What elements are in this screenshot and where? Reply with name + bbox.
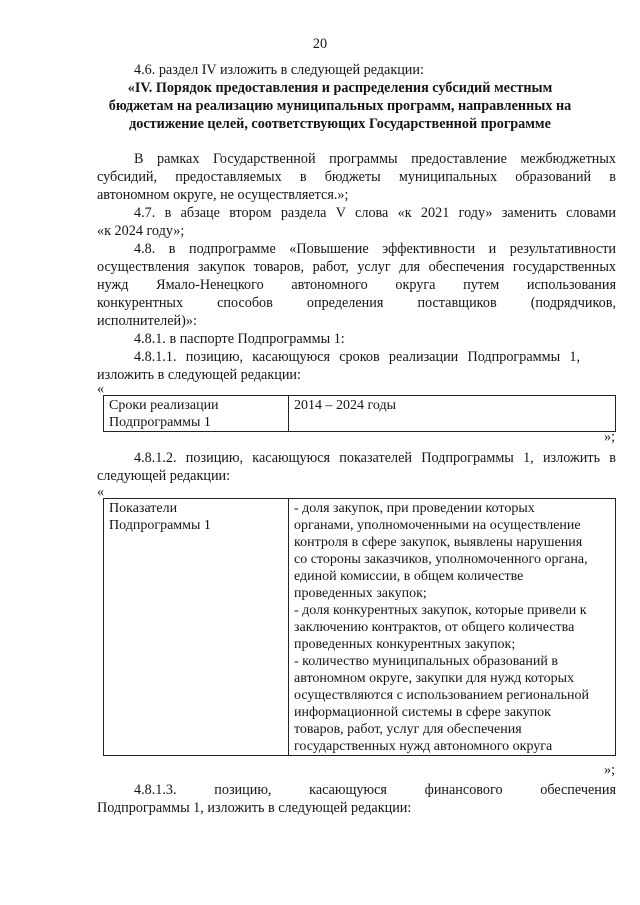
body-text-line: следующей редакции: bbox=[97, 468, 231, 484]
term-label-line-2: Подпрограммы 1 bbox=[109, 415, 211, 430]
paragraph-4-7: 4.7. в абзаце втором раздела V слова «к 2021 году» заменить словами bbox=[134, 205, 616, 221]
section-heading-line-3: достижение целей, соответствующих Государственной программе bbox=[129, 116, 551, 132]
open-quote: « bbox=[97, 484, 105, 500]
body-text-line: автономном округе, не осуществляется.»; bbox=[97, 187, 349, 203]
indicator-line: органами, уполномоченными на осуществление bbox=[294, 518, 581, 533]
indicator-line: государственных нужд автономного округа bbox=[294, 739, 553, 754]
indicators-value-cell bbox=[289, 499, 616, 756]
indicator-line: информационной системы в сфере закупок bbox=[294, 705, 551, 720]
close-quote: »; bbox=[604, 429, 616, 445]
indicator-line: заключению контрактов, от общего количества bbox=[294, 620, 575, 635]
close-quote: »; bbox=[604, 762, 616, 778]
paragraph-4-8-1-1: 4.8.1.1. позицию, касающуюся сроков реализации Подпрограммы 1, bbox=[134, 349, 580, 365]
indicator-line: автономном округе, закупки для нужд которых bbox=[294, 671, 574, 686]
indicators-table bbox=[103, 498, 616, 756]
open-quote: « bbox=[97, 381, 105, 397]
body-text-line: осуществления закупок товаров, работ, услуг для обеспечения государственных bbox=[97, 259, 616, 275]
body-text-line: В рамках Государственной программы предоставление межбюджетных bbox=[134, 151, 616, 167]
body-text-line: субсидий, предоставляемых в бюджеты муниципальных образований в bbox=[97, 169, 616, 185]
indicator-line: - доля закупок, при проведении которых bbox=[294, 501, 535, 516]
indicator-line: - количество муниципальных образований в bbox=[294, 654, 558, 669]
term-label-cell bbox=[104, 396, 289, 432]
paragraph-4-8-1: 4.8.1. в паспорте Подпрограммы 1: bbox=[134, 331, 345, 347]
indicator-line: проведенных закупок; bbox=[294, 586, 427, 601]
body-text-line: нужд Ямало-Ненецкого автономного округа путем использования bbox=[97, 277, 616, 293]
body-text-line: «к 2024 году»; bbox=[97, 223, 185, 239]
paragraph-4-8: 4.8. в подпрограмме «Повышение эффективности и результативности bbox=[134, 241, 616, 257]
body-text-line: изложить в следующей редакции: bbox=[97, 367, 301, 383]
term-value: 2014 – 2024 годы bbox=[294, 398, 397, 413]
indicators-label-line-2: Подпрограммы 1 bbox=[109, 518, 211, 533]
indicator-line: единой комиссии, в общем количестве bbox=[294, 569, 524, 584]
paragraph-4-8-1-2: 4.8.1.2. позицию, касающуюся показателей Подпрограммы 1, изложить в bbox=[134, 450, 616, 466]
body-text-line: исполнителей)»: bbox=[97, 313, 197, 329]
page-number: 20 bbox=[312, 36, 328, 52]
indicator-line: товаров, работ, услуг для обеспечения bbox=[294, 722, 522, 737]
indicators-label-line-1: Показатели bbox=[109, 501, 178, 516]
indicator-line: осуществляются с использованием региональной bbox=[294, 688, 589, 703]
indicator-line: со стороны заказчиков, уполномоченного органа, bbox=[294, 552, 588, 567]
section-heading-line-1: «IV. Порядок предоставления и распределения субсидий местным bbox=[127, 80, 553, 96]
indicator-line: - доля конкурентных закупок, которые привели к bbox=[294, 603, 587, 618]
paragraph-4-6: 4.6. раздел IV изложить в следующей редакции: bbox=[134, 62, 424, 78]
indicator-line: контроля в сфере закупок, выявлены нарушения bbox=[294, 535, 583, 550]
paragraph-4-8-1-3: 4.8.1.3. позицию, касающуюся финансового обеспечения bbox=[134, 782, 616, 798]
indicators-label-cell bbox=[104, 499, 289, 756]
body-text-line: конкурентных способов определения поставщиков (подрядчиков, bbox=[97, 295, 616, 311]
term-label-line-1: Сроки реализации bbox=[109, 398, 219, 413]
indicator-line: проведенных конкурентных закупок; bbox=[294, 637, 516, 652]
term-table bbox=[103, 395, 616, 432]
term-value-cell bbox=[289, 396, 616, 432]
body-text-line: Подпрограммы 1, изложить в следующей редакции: bbox=[97, 800, 412, 816]
section-heading-line-2: бюджетам на реализацию муниципальных программ, направленных на bbox=[108, 98, 572, 114]
